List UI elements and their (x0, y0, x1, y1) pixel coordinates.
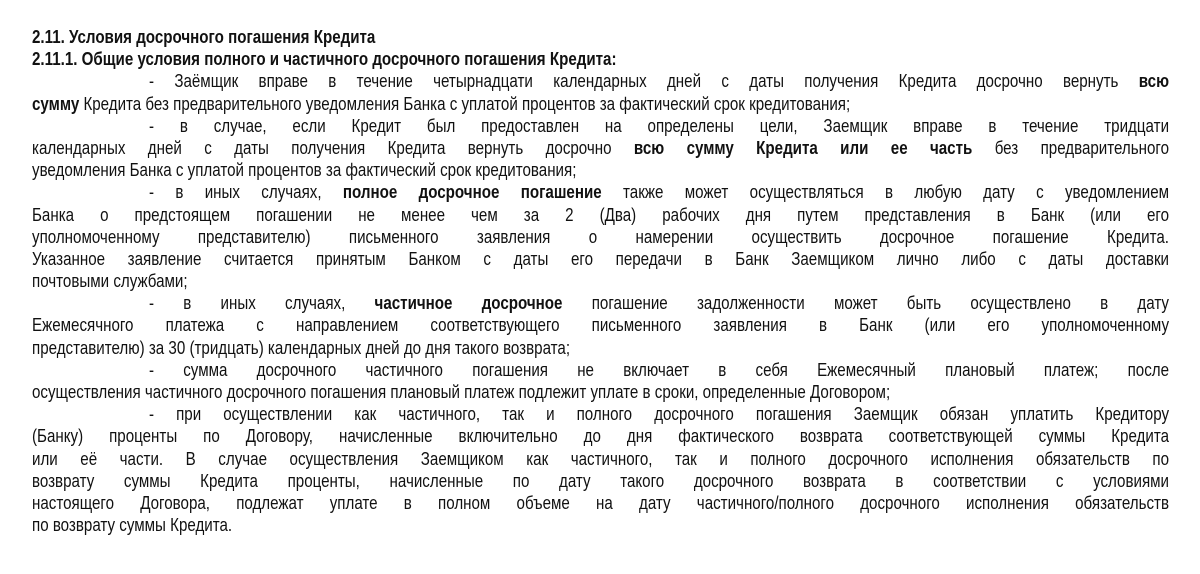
bold-text: полное досрочное погашение (342, 181, 602, 203)
bold-text: всю (1138, 70, 1170, 92)
text-segment: по возврату суммы Кредита. (32, 514, 233, 536)
text-segment: представителю) за 30 (тридцать) календарных дней до дня такого возврата; (32, 336, 571, 358)
text-segment: (Банку) проценты по Договору, начисленные включительно до дня фактического возврата соответствующей суммы Кредита (32, 425, 1170, 447)
text-line (32, 381, 1169, 403)
text-segment: осуществления частичного досрочного погашения плановый платеж подлежит уплате в сроки, определенные Договором; (32, 381, 891, 402)
text-line (32, 159, 1169, 181)
section-heading (32, 48, 1169, 70)
text-segment: 2.11.1. Общие условия полного и частичного досрочного погашения Кредита: (32, 48, 617, 70)
text-line (32, 270, 1169, 292)
text-line (32, 492, 1169, 514)
text-line (32, 403, 1169, 425)
text-segment: - в иных случаях, (148, 292, 375, 314)
text-segment: - сумма досрочного частичного погашения не включает в себя Ежемесячный плановый платеж; после (148, 358, 1170, 380)
text-segment: Кредита без предварительного уведомления Банка с уплатой процентов за фактический срок кредитования; (79, 92, 851, 114)
loan-terms-document (32, 26, 1169, 536)
text-line (32, 115, 1169, 137)
text-line (32, 248, 1169, 270)
text-line (32, 204, 1169, 226)
text-segment: - при осуществлении как частичного, так и полного досрочного погашения Заемщик обязан уплатить Кредитору (148, 403, 1170, 425)
text-line (32, 292, 1169, 314)
text-segment: погашение задолженности может быть осуществлено в дату (562, 292, 1170, 314)
text-line (32, 425, 1169, 447)
text-line (32, 337, 1169, 359)
text-line (32, 70, 1169, 92)
text-segment: Ежемесячного платежа с направлением соответствующего письменного заявления в Банк (или его уполномоченному (32, 314, 1170, 336)
text-segment: 2.11. Условия досрочного погашения Кредита (32, 26, 376, 47)
bold-text: сумму (32, 92, 80, 114)
text-line (32, 359, 1169, 381)
text-segment: почтовыми службами; (32, 270, 188, 292)
text-line (32, 514, 1169, 536)
bold-text: частичное досрочное (374, 292, 563, 314)
text-segment: Банка о предстоящем погашении не менее чем за 2 (Два) рабочих дня путем представления в Банк (или его (32, 203, 1170, 225)
text-line (32, 137, 1169, 159)
text-segment: возврату суммы Кредита проценты, начисленные по дату такого досрочного возврата в соответствии с условиями (32, 469, 1170, 491)
text-segment: Указанное заявление считается принятым Банком с даты его передачи в Банк Заемщиком лично либо с даты доставки (32, 247, 1170, 269)
section-heading (32, 26, 1169, 48)
text-segment: - Заёмщик вправе в течение четырнадцати календарных дней с даты получения Кредита досрочно вернуть (148, 70, 1139, 92)
text-segment: - в иных случаях, (148, 181, 343, 203)
text-segment: настоящего Договора, подлежат уплате в полном объеме на дату частичного/полного досрочного исполнения обязательств (32, 491, 1170, 513)
text-segment: - в случае, если Кредит был предоставлен на определены цели, Заемщик вправе в течение тридцати (148, 114, 1170, 136)
text-line (32, 93, 1169, 115)
text-line (32, 448, 1169, 470)
text-line (32, 181, 1169, 203)
text-segment: календарных дней с даты получения Кредита вернуть досрочно (32, 136, 634, 158)
text-segment: уполномоченному представителю) письменного заявления о намерении осуществить досрочное погашение Кредита. (32, 225, 1170, 247)
text-line (32, 314, 1169, 336)
text-segment: также может осуществляться в любую дату с уведомлением (601, 181, 1170, 203)
bold-text: всю сумму Кредита или ее часть (633, 136, 973, 158)
text-line (32, 226, 1169, 248)
text-segment: без предварительного (972, 136, 1170, 158)
text-segment: уведомления Банка с уплатой процентов за фактический срок кредитования; (32, 159, 577, 181)
text-segment: или её части. В случае осуществления Заемщиком как частичного, так и полного досрочного исполнения обязательств по (32, 447, 1170, 469)
text-line (32, 470, 1169, 492)
